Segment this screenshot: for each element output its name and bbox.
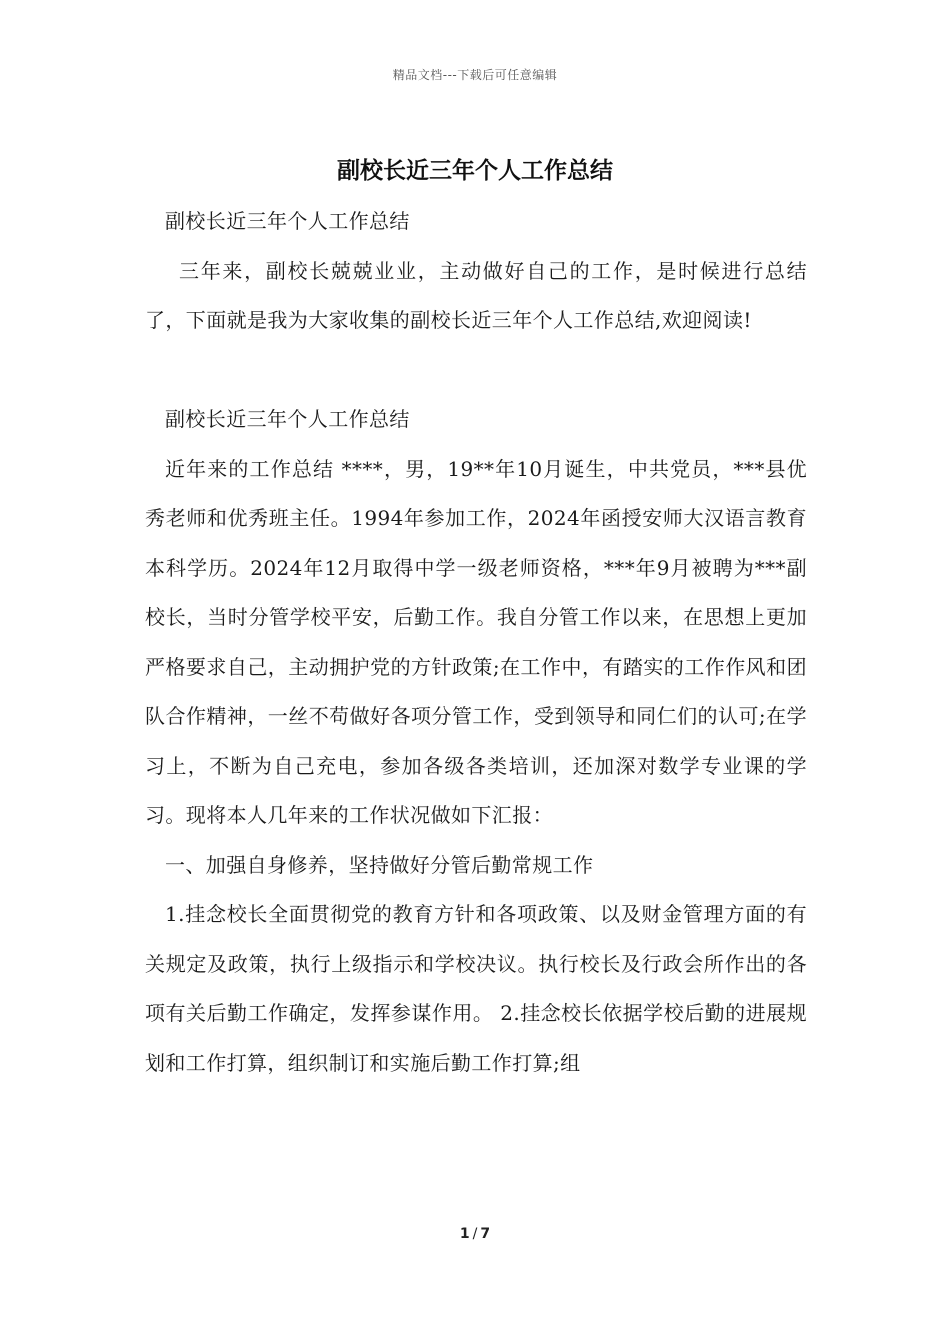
page-number (0, 1226, 950, 1242)
current-page: 1 (459, 1226, 470, 1242)
intro-paragraph: 三年来，副校长兢兢业业，主动做好自己的工作，是时候进行总结了，下面就是我为大家收集的副校长近三年个人工作总结,欢迎阅读! (145, 258, 807, 332)
blank-line (145, 346, 807, 396)
section-heading-paragraph: 副校长近三年个人工作总结 (165, 407, 410, 431)
page-separator: / (472, 1226, 478, 1242)
body-paragraph-numbered: 1.挂念校长全面贯彻党的教育方针和各项政策、以及财金管理方面的有关规定及政策，执行上级指示和学校决议。执行校长及行政会所作出的各项有关后勤工作确定，发挥参谋作用。 2.挂念校长依据学校后勤的进展规划和工作打算，组织制订和实施后勤工作打算;组 (145, 902, 807, 1075)
subtitle-paragraph: 副校长近三年个人工作总结 (165, 209, 410, 233)
page-header: 精品文档---下载后可任意编辑 (392, 68, 558, 82)
total-pages: 7 (480, 1226, 491, 1242)
document-title: 副校长近三年个人工作总结 (337, 157, 613, 184)
document-body (145, 197, 807, 1088)
section-heading-1: 一、加强自身修养，坚持做好分管后勤常规工作 (165, 852, 594, 877)
body-paragraph: 近年来的工作总结 ****，男，19**年10月诞生，中共党员，***县优秀老师和优秀班主任。1994年参加工作，2024年函授安师大汉语言教育本科学历。2024年12月取得中学一级老师资格，***年9月被聘为***副校长，当时分管学校平安，后勤工作。我自分管工作以来，在思想上更加严格要求自己，主动拥护党的方针政策;在工作中，有踏实的工作作风和团队合作精神，一丝不苟做好各项分管工作，受到领导和同仁们的认可;在学习上，不断为自己充电，参加各级各类培训，还加深对数学专业课的学习。现将本人几年来的工作状况做如下汇报： (145, 456, 807, 827)
